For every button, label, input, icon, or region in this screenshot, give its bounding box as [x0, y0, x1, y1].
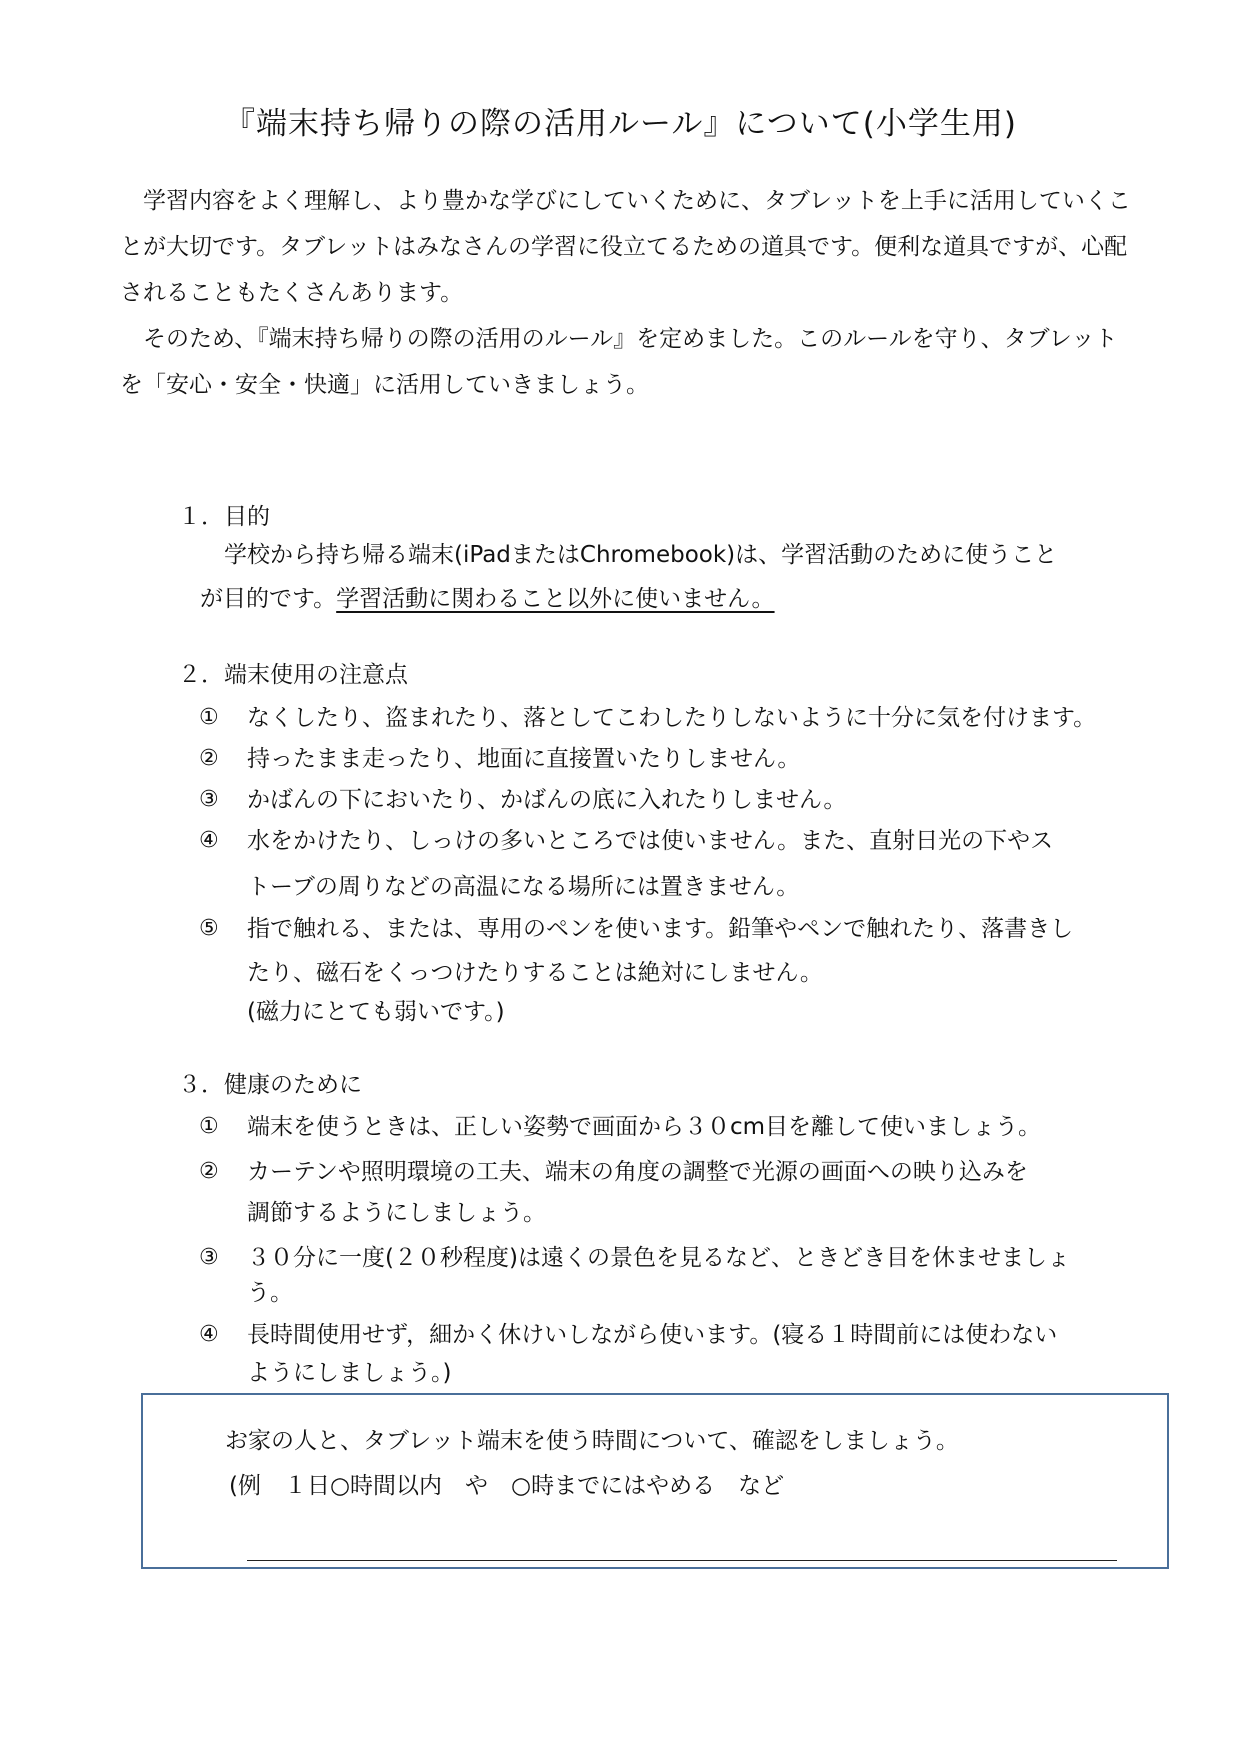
family-check-instruction: お家の人と、タブレット端末を使う時間について、確認をしましょう。 — [225, 1428, 959, 1454]
section-3-item-2-number: ② — [199, 1159, 219, 1184]
section-2-item-3-line-1: かばんの下においたり、かばんの底に入れたりしません。 — [247, 787, 847, 813]
section-2-item-5-line-1: 指で触れる、または、専用のペンを使います。鉛筆やペンで触れたり、落書きし — [247, 916, 1074, 942]
section-3-item-3-line-1: ３０分に一度(２０秒程度)は遠くの景色を見るなど、ときどき目を休ませましょ — [247, 1245, 1070, 1271]
section-3-item-2-line-1: カーテンや照明環境の工夫、端末の角度の調整で光源の画面への映り込みを — [247, 1159, 1028, 1185]
answer-write-line[interactable] — [247, 1560, 1117, 1561]
section-2-item-5-line-2: たり、磁石をくっつけたりすることは絶対にしません。 — [247, 960, 823, 986]
section-2-item-2-line-1: 持ったまま走ったり、地面に直接置いたりしません。 — [247, 746, 801, 772]
section-3-item-3-line-2: う。 — [247, 1280, 293, 1306]
section-2-item-4-line-1: 水をかけたり、しっけの多いところでは使いません。また、直射日光の下やス — [247, 828, 1054, 854]
section-2-item-5-line-3: (磁力にとても弱いです。) — [247, 999, 505, 1025]
section-3-item-2-line-2: 調節するようにしましょう。 — [247, 1200, 546, 1226]
section-2-item-3-number: ③ — [199, 787, 219, 812]
section-2-item-2-number: ② — [199, 746, 219, 771]
section-1-heading: １．目的 — [178, 504, 270, 530]
section-3-heading: ３．健康のために — [178, 1072, 362, 1098]
section-1-line-2 — [200, 584, 775, 614]
family-check-example: (例 １日○時間以内 や ○時までにはやめる など — [229, 1473, 785, 1499]
section-2-item-1-line-1: なくしたり、盗まれたり、落としてこわしたりしないように十分に気を付けます。 — [247, 705, 1097, 731]
section-1-line-2-text: が目的です。 — [200, 586, 337, 612]
section-2-item-5-number: ⑤ — [199, 916, 219, 941]
section-3-item-1-line-1: 端末を使うときは、正しい姿勢で画面から３０cm目を離して使いましょう。 — [247, 1114, 1042, 1140]
section-1-line-1: 学校から持ち帰る端末(iPadまたはChromebook)は、学習活動のために使うこと — [224, 542, 1058, 568]
section-3-item-4-number: ④ — [199, 1322, 219, 1347]
section-3-item-4-line-1: 長時間使用せず，細かく休けいしながら使います。(寝る１時間前には使わない — [247, 1322, 1058, 1348]
section-2-heading: ２．端末使用の注意点 — [178, 662, 408, 688]
section-2-item-4-number: ④ — [199, 828, 219, 853]
section-3-item-3-number: ③ — [199, 1245, 219, 1270]
intro-paragraph-2: そのため、『端末持ち帰りの際の活用のルール』を定めました。このルールを守り、タブレットを「安心・安全・快適」に活用していきましょう。 — [120, 326, 1118, 398]
section-3-item-1-number: ① — [199, 1114, 219, 1139]
intro-paragraph-1: 学習内容をよく理解し、より豊かな学びにしていくために、タブレットを上手に活用していくことが大切です。タブレットはみなさんの学習に役立てるための道具です。便利な道具ですが、心配されることもたくさんあります。 — [120, 188, 1131, 306]
section-2-item-4-line-2: トーブの周りなどの高温になる場所には置きません。 — [247, 874, 800, 900]
section-1-underlined-rule: 学習活動に関わること以外に使いません。 — [336, 586, 775, 612]
section-2-item-1-number: ① — [199, 705, 219, 730]
page-title: 『端末持ち帰りの際の活用ルール』について(小学生用) — [224, 106, 1017, 142]
section-3-item-4-line-2: ようにしましょう。) — [247, 1360, 452, 1386]
